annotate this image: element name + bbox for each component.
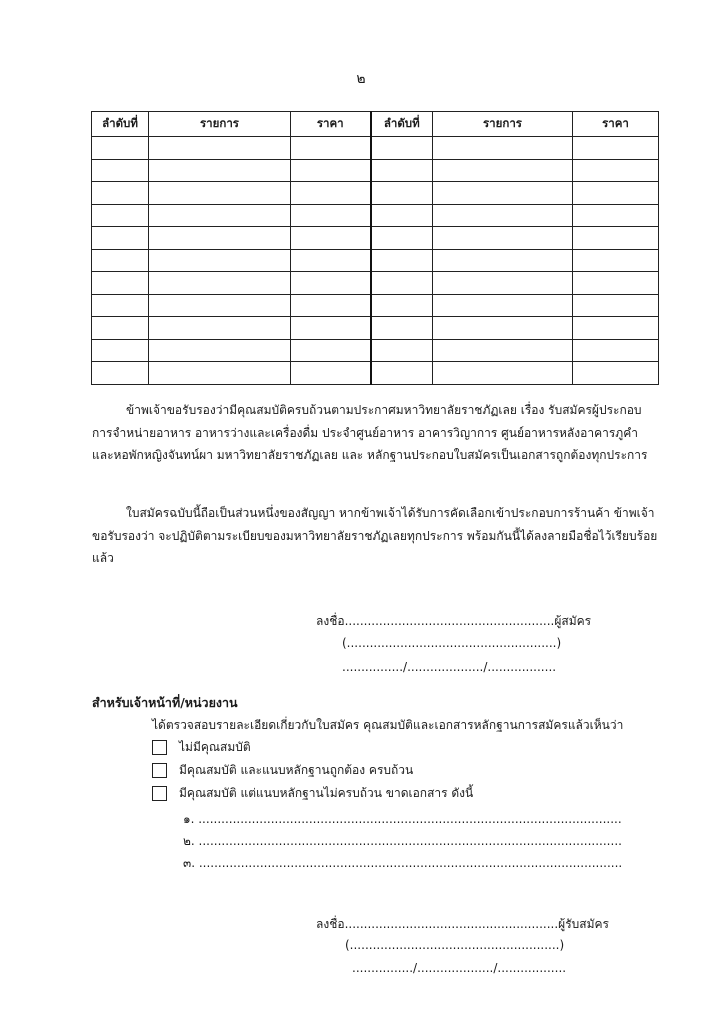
table-cell — [433, 159, 573, 182]
table-row — [92, 294, 659, 317]
table-cell — [92, 159, 149, 182]
table-cell — [291, 294, 371, 317]
table-cell — [573, 204, 659, 227]
page-number: ๒ — [356, 71, 366, 87]
table-cell — [149, 272, 291, 295]
receiver-name-line: (.......................................................) — [345, 938, 565, 952]
officer-review-intro: ได้ตรวจสอบรายละเอียดเกี่ยวกับใบสมัคร คุณสมบัติและเอกสารหลักฐานการสมัครแล้วเห็นว่า — [152, 718, 624, 732]
table-cell — [291, 204, 371, 227]
applicant-name-line: (.......................................................) — [342, 636, 562, 650]
option-qualified-complete[interactable] — [152, 761, 413, 780]
table-row — [92, 339, 659, 362]
table-cell — [92, 272, 149, 295]
receiver-sign-line: ลงชื่อ........................................................ผู้รับสมัคร — [316, 917, 609, 931]
table-cell — [433, 317, 573, 340]
option-label-qualified-complete: มีคุณสมบัติ และแนบหลักฐานถูกต้อง ครบถ้วน — [179, 763, 414, 777]
items-price-table — [91, 111, 659, 385]
certification-paragraph: ข้าพเจ้าขอรับรองว่ามีคุณสมบัติครบถ้วนตามประกาศมหาวิทยาลัยราชภัฏเลย เรื่อง รับสมัครผู้ประกอบการจำหน่ายอาหาร อาหารว่างและเครื่องดื่ม ประจำศูนย์อาหาร อาคารวิญาการ ศูนย์อาหารหลังอาคารภูคำ และหอพักหญิงจันทน์ผา มหาวิทยาลัยราชภัฏเลย และ หลักฐานประกอบใบสมัครเป็นเอกสารถูกต้องทุกประการ — [92, 403, 648, 462]
table-cell — [92, 317, 149, 340]
table-cell — [92, 182, 149, 205]
missing-document-3: ๓. ............................................................................................................... — [183, 856, 623, 870]
table-cell — [433, 362, 573, 385]
table-cell — [149, 249, 291, 272]
checkbox-qualified-complete[interactable] — [152, 763, 167, 778]
table-cell — [371, 182, 433, 205]
table-row — [92, 159, 659, 182]
table-cell — [573, 159, 659, 182]
table-cell — [433, 339, 573, 362]
table-cell — [371, 159, 433, 182]
table-cell — [433, 294, 573, 317]
header-item-right: รายการ — [433, 112, 573, 137]
officer-section-heading: สำหรับเจ้าหน้าที่/หน่วยงาน — [92, 695, 238, 710]
table-cell — [291, 272, 371, 295]
checkbox-qualified-incomplete[interactable] — [152, 786, 167, 801]
table-cell — [149, 137, 291, 160]
table-cell — [291, 159, 371, 182]
table-cell — [149, 294, 291, 317]
table-cell — [149, 362, 291, 385]
table-row — [92, 272, 659, 295]
table-body — [92, 137, 659, 385]
table-cell — [371, 272, 433, 295]
table-cell — [433, 272, 573, 295]
table-cell — [573, 272, 659, 295]
option-not-qualified[interactable] — [152, 738, 251, 757]
table-cell — [371, 317, 433, 340]
table-cell — [92, 294, 149, 317]
table-cell — [371, 294, 433, 317]
checkbox-not-qualified[interactable] — [152, 740, 167, 755]
table-cell — [371, 339, 433, 362]
table-cell — [149, 339, 291, 362]
table-cell — [291, 339, 371, 362]
table-cell — [371, 249, 433, 272]
table-cell — [291, 137, 371, 160]
table-cell — [371, 227, 433, 250]
option-label-not-qualified: ไม่มีคุณสมบัติ — [179, 740, 251, 754]
table-row — [92, 317, 659, 340]
table-cell — [149, 204, 291, 227]
table-row — [92, 227, 659, 250]
table-cell — [291, 362, 371, 385]
table-cell — [433, 249, 573, 272]
missing-document-2: ๒. ............................................................................................................... — [183, 834, 622, 848]
table-cell — [92, 362, 149, 385]
table-row — [92, 182, 659, 205]
receiver-date-line: ................/..................../.................. — [352, 961, 567, 975]
table-cell — [573, 294, 659, 317]
header-price-right: ราคา — [573, 112, 659, 137]
table-row — [92, 204, 659, 227]
table-cell — [92, 204, 149, 227]
header-order-right: ลำดับที่ — [371, 112, 433, 137]
table-cell — [92, 227, 149, 250]
table-cell — [149, 159, 291, 182]
header-item-left: รายการ — [149, 112, 291, 137]
header-order-left: ลำดับที่ — [92, 112, 149, 137]
table-cell — [371, 137, 433, 160]
table-cell — [149, 317, 291, 340]
table-cell — [92, 249, 149, 272]
table-cell — [291, 317, 371, 340]
table-cell — [573, 249, 659, 272]
applicant-date-line: ................/..................../.................. — [342, 660, 557, 674]
table-cell — [573, 317, 659, 340]
table-cell — [371, 204, 433, 227]
table-row — [92, 362, 659, 385]
table-cell — [433, 204, 573, 227]
table-cell — [433, 182, 573, 205]
table-cell — [573, 137, 659, 160]
table-cell — [92, 137, 149, 160]
table-cell — [291, 227, 371, 250]
table-cell — [291, 182, 371, 205]
table-cell — [149, 182, 291, 205]
contract-paragraph: ใบสมัครฉบับนี้ถือเป็นส่วนหนึ่งของสัญญา หากข้าพเจ้าได้รับการคัดเลือกเข้าประกอบการร้านค้า ข้าพเจ้า ขอรับรองว่า จะปฏิบัติตามระเบียบของมหาวิทยาลัยราชภัฏเลยทุกประการ พร้อมกันนี้ได้ลงลายมือชื่อไว้เรียบร้อยแล้ว — [92, 506, 658, 565]
option-label-qualified-incomplete: มีคุณสมบัติ แต่แนบหลักฐานไม่ครบถ้วน ขาดเอกสาร ดังนี้ — [179, 786, 474, 800]
applicant-sign-line: ลงชื่อ.......................................................ผู้สมัคร — [316, 614, 592, 628]
table-cell — [573, 182, 659, 205]
table-header-row — [92, 112, 659, 137]
header-price-left: ราคา — [291, 112, 371, 137]
table-cell — [149, 227, 291, 250]
table-cell — [371, 362, 433, 385]
table-cell — [573, 227, 659, 250]
table-row — [92, 249, 659, 272]
table-cell — [573, 362, 659, 385]
table-cell — [433, 227, 573, 250]
table-cell — [92, 339, 149, 362]
missing-document-1: ๑. ............................................................................................................... — [183, 812, 622, 826]
table-cell — [573, 339, 659, 362]
table-cell — [433, 137, 573, 160]
table-cell — [291, 249, 371, 272]
table-row — [92, 137, 659, 160]
option-qualified-incomplete[interactable] — [152, 784, 473, 803]
